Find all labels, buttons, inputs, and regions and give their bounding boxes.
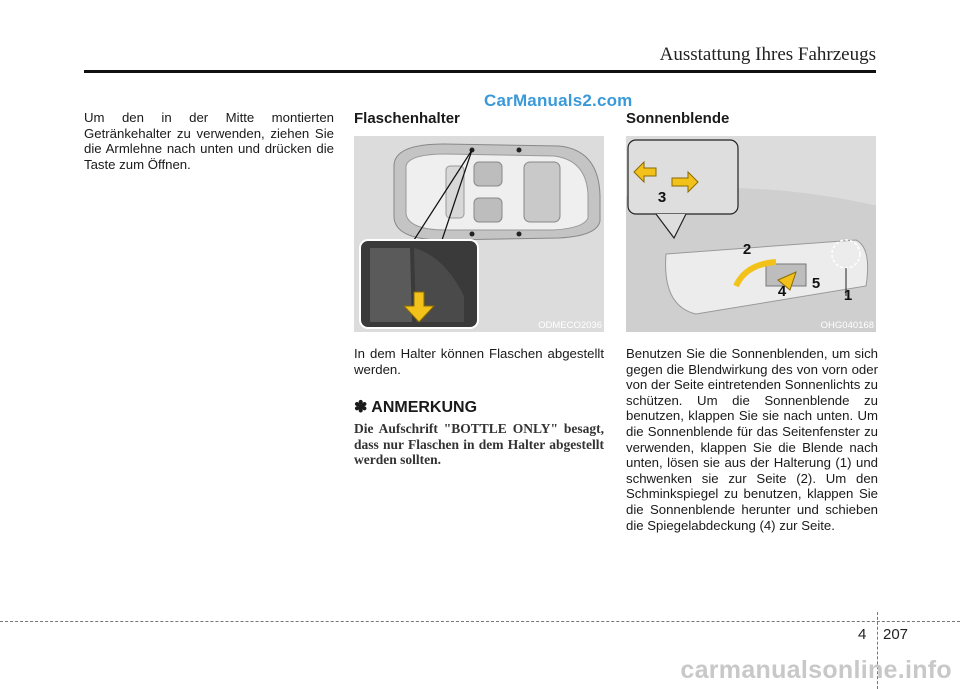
note-text: Die Aufschrift "BOTTLE ONLY" besagt, dass nur Flaschen in dem Halter abgestellt werden sollten.	[354, 421, 604, 468]
watermark-bottom[interactable]: carmanualsonline.info	[680, 656, 952, 684]
page-number: 207	[883, 626, 909, 643]
header-rule	[84, 70, 876, 73]
right-column	[626, 110, 878, 533]
section-title-bottle-holder: Flaschenhalter	[354, 110, 460, 127]
callout-5: 5	[811, 275, 821, 292]
callout-2: 2	[742, 241, 752, 258]
callout-3: 3	[657, 189, 667, 206]
sun-visor-figure	[626, 136, 876, 332]
figure-code: ODMECO2036	[538, 320, 602, 331]
car-interior-illustration	[354, 136, 604, 332]
chapter-number: 4	[858, 626, 867, 643]
cupholder-text: Um den in der Mitte montierten Getränkehalter zu verwenden, ziehen Sie die Armlehne nach unten und drücken die Taste zum Öffnen.	[84, 110, 334, 172]
section-title-sun-visor: Sonnenblende	[626, 110, 730, 127]
bottle-holder-figure	[354, 136, 604, 332]
sun-visor-text: Benutzen Sie die Sonnenblenden, um sich gegen die Blendwirkung des von vorn oder von der Seite eintretenden Sonnenlichts zu schützen. Um die Sonnenblende zu benutzen, klappen Sie sie nach unten. Um die Sonnenblende für das Seitenfenster zu verwenden, klappen Sie die Blende nach unten, lösen sie aus der Halterung (1) und schwenken sie zur Seite (2). Um den Schminkspiegel zu benutzen, klappen Sie die Sonnenblende herunter und schieben die Spiegelabdeckung (4) zur Seite.	[626, 346, 878, 533]
middle-column	[354, 110, 604, 468]
bottle-holder-text: In dem Halter können Flaschen abgestellt werden.	[354, 346, 604, 377]
sun-visor-illustration	[626, 136, 876, 332]
callout-1: 1	[843, 287, 853, 304]
figure-code: OHG040168	[820, 320, 874, 331]
note-title: ✽ ANMERKUNG	[354, 399, 478, 417]
header-title: Ausstattung Ihres Fahrzeugs	[659, 44, 876, 65]
callout-4: 4	[777, 283, 787, 300]
watermark-top[interactable]: CarManuals2.com	[484, 91, 633, 110]
footer-rule	[0, 621, 960, 622]
left-column	[84, 110, 334, 172]
